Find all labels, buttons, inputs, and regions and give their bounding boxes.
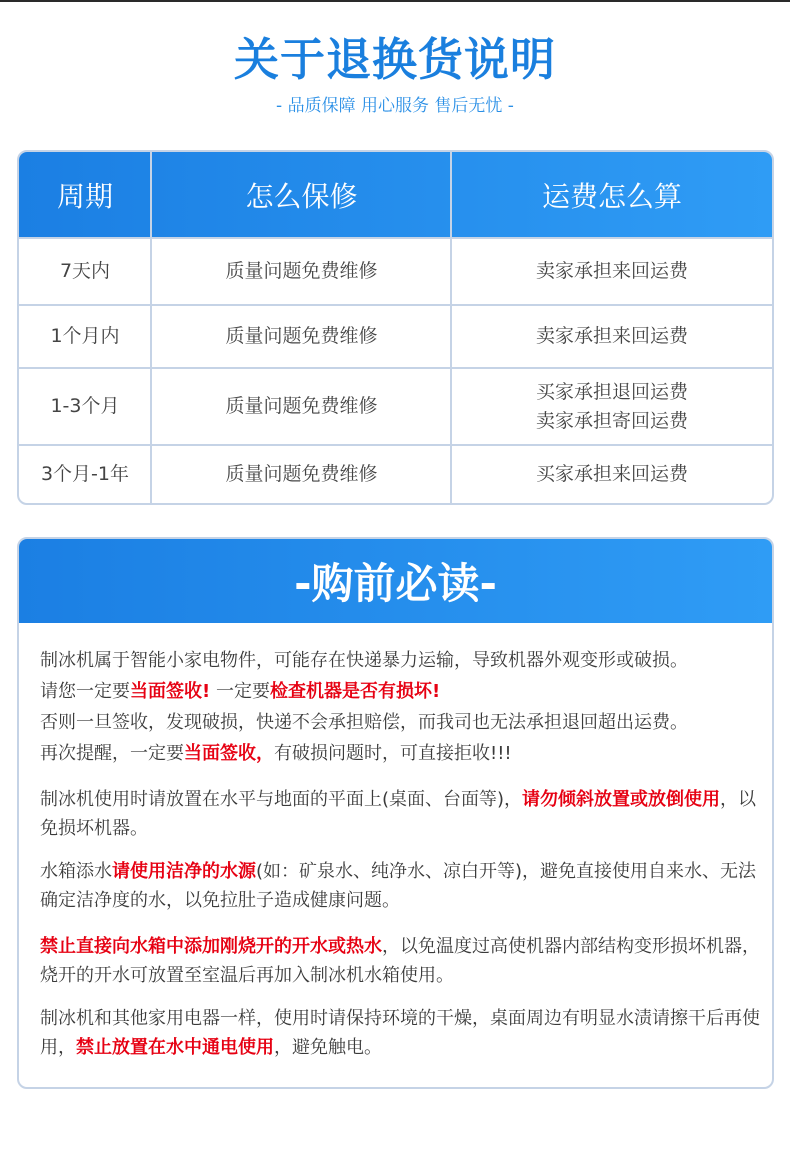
- warranty-cell: 质量问题免费维修: [225, 463, 378, 485]
- notice-paragraph-placement: 制冰机使用时请放置在水平与地面的平面上(桌面、台面等)，请勿倾斜放置或放倒使用，以免损坏机器。: [40, 789, 757, 839]
- notice-line: 再次提醒，一定要当面签收，有破损问题时，可直接拒收!!!: [40, 743, 512, 764]
- notice-paragraph-hot-water: 禁止直接向水箱中添加刚烧开的开水或热水，以免温度过高使机器内部结构变形损坏机器，烧开的开水可放置至室温后再加入制冰机水箱使用。: [40, 936, 760, 986]
- table-header: [19, 152, 772, 237]
- page-subtitle: - 品质保障 用心服务 售后无忧 -: [276, 96, 514, 116]
- shipping-cell: 卖家承担来回运费: [535, 325, 688, 347]
- table-row: [19, 367, 772, 444]
- column-divider: [450, 152, 452, 503]
- period-cell: 1个月内: [50, 325, 120, 347]
- notice-line: 否则一旦签收，发现破损，快递不会承担赔偿，而我司也无法承担退回超出运费。: [40, 712, 688, 733]
- header-shipping: 运费怎么算: [541, 179, 682, 213]
- highlight-text: 当面签收!: [130, 681, 211, 702]
- period-cell: 7天内: [59, 260, 111, 282]
- highlight-text: 禁止直接向水箱中添加刚烧开的开水或热水: [40, 936, 382, 957]
- page-title: 关于退换货说明: [233, 33, 556, 86]
- table-row: [19, 444, 772, 503]
- notice-line: 请您一定要当面签收! 一定要检查机器是否有损坏!: [40, 681, 441, 702]
- table-row: [19, 304, 772, 367]
- pre-purchase-notice: [17, 537, 774, 1089]
- warranty-cell: 质量问题免费维修: [225, 395, 378, 417]
- table-row: [19, 237, 772, 304]
- return-policy-table: [17, 150, 774, 505]
- shipping-cell: 买家承担退回运费 卖家承担寄回运费: [535, 380, 688, 432]
- highlight-text: 检查机器是否有损坏!: [269, 681, 441, 702]
- shipping-cell: 买家承担来回运费: [535, 463, 688, 485]
- warranty-cell: 质量问题免费维修: [225, 260, 378, 282]
- warranty-cell: 质量问题免费维修: [225, 325, 378, 347]
- period-cell: 1-3个月: [50, 395, 120, 417]
- notice-line: 制冰机属于智能小家电物件，可能存在快递暴力运输，导致机器外观变形或破损。: [40, 650, 688, 671]
- notice-paragraph-inspection: [40, 645, 760, 769]
- highlight-text: 禁止放置在水中通电使用: [76, 1037, 274, 1058]
- highlight-text: 当面签收，: [184, 743, 274, 764]
- header-warranty: 怎么保修: [245, 179, 358, 213]
- highlight-text: 请使用洁净的水源: [112, 861, 256, 882]
- column-divider: [150, 152, 152, 503]
- header-period: 周期: [56, 179, 113, 213]
- notice-paragraph-water: 水箱添水请使用洁净的水源(如：矿泉水、纯净水、凉白开等)，避免直接使用自来水、无法确定洁净度的水，以免拉肚子造成健康问题。: [40, 861, 757, 911]
- period-cell: 3个月-1年: [40, 463, 130, 485]
- highlight-text: 请勿倾斜放置或放倒使用: [522, 789, 721, 810]
- shipping-cell: 卖家承担来回运费: [535, 260, 688, 282]
- top-rule: [0, 0, 790, 2]
- notice-paragraph-electric: 制冰机和其他家用电器一样，使用时请保持环境的干燥，桌面周边有明显水渍请擦干后再使用，禁止放置在水中通电使用，避免触电。: [40, 1008, 760, 1058]
- notice-body: [40, 645, 760, 1062]
- notice-heading: -购前必读-: [19, 539, 772, 623]
